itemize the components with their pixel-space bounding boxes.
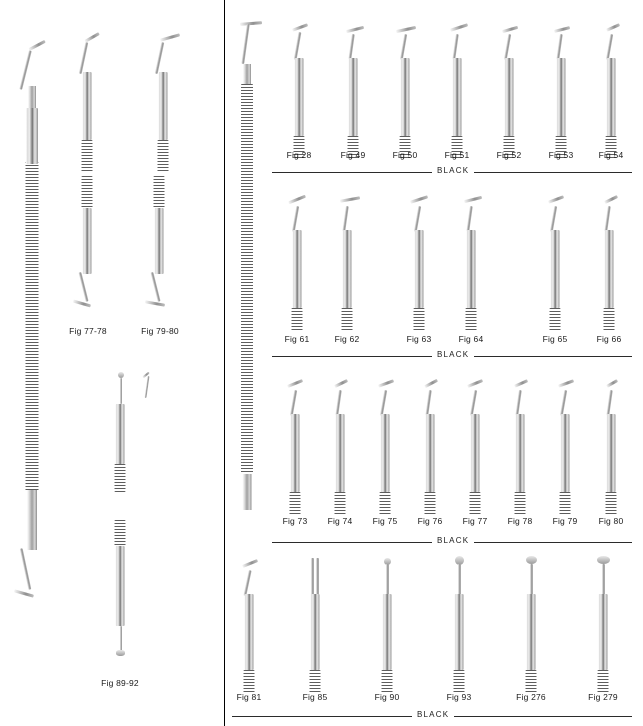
instrument-knurled-handle [382, 670, 393, 694]
instrument-knurled-handle [598, 670, 609, 694]
instrument-shank [79, 42, 88, 74]
instrument-fig-93 [444, 552, 474, 702]
instrument-handle [159, 72, 168, 140]
instrument-tip [73, 300, 91, 307]
instrument-tip [606, 23, 620, 31]
caption-fig-61: Fig 61 [284, 334, 310, 344]
caption-fig-64: Fig 64 [458, 334, 484, 344]
instrument-shank [466, 206, 472, 232]
instrument-fig-74 [325, 370, 355, 520]
caption-fig-73: Fig 73 [282, 516, 308, 526]
instrument-fig-78 [505, 370, 535, 520]
instrument-handle [455, 594, 464, 670]
instrument-tip [28, 40, 45, 51]
instrument-knurled-handle [335, 492, 346, 516]
row-1-brand: BLACK [432, 166, 474, 175]
instrument-fig-49 [338, 16, 368, 161]
instrument-tip [464, 196, 482, 203]
instrument-shank [120, 378, 122, 404]
instrument-handle [551, 230, 560, 308]
caption-fig-74: Fig 74 [327, 516, 353, 526]
instrument-handle [527, 594, 536, 670]
instrument-tip [287, 379, 303, 387]
caption-fig-66: Fig 66 [596, 334, 622, 344]
instrument-fig-85 [300, 552, 330, 702]
instrument-handle [516, 414, 525, 492]
instrument-fig-279 [588, 552, 618, 702]
instrument-taper [243, 64, 251, 84]
instrument-handle [607, 414, 616, 492]
instrument-shank [386, 564, 389, 596]
instrument-probe-right [136, 372, 166, 422]
instrument-tip [288, 195, 306, 204]
instrument-shank [530, 564, 533, 596]
instrument-shank [470, 390, 477, 416]
instrument-shank [458, 564, 461, 596]
instrument-tip [145, 300, 165, 306]
instrument-shank [414, 206, 421, 232]
instrument-knurled-handle [115, 520, 126, 546]
instrument-knurled-handle [425, 492, 436, 516]
instrument-long-double-end-2 [232, 8, 262, 528]
instrument-handle [415, 230, 424, 308]
instrument-shank [155, 42, 164, 74]
instrument-left-top-1 [72, 24, 102, 174]
instrument-left-top-2 [148, 24, 178, 174]
instrument-taper-lower [243, 474, 252, 510]
instrument-handle [471, 414, 480, 492]
instrument-knurled-handle [380, 492, 391, 516]
caption-fig-75: Fig 75 [372, 516, 398, 526]
instrument-shank [120, 626, 122, 652]
instrument-shank [606, 390, 612, 416]
caption-fig-276: Fig 276 [516, 692, 546, 702]
instrument-fig-76 [415, 370, 445, 520]
caption-fig-49: Fig 49 [340, 150, 366, 160]
instrument-knurled-handle [606, 492, 617, 516]
instrument-tip [292, 23, 308, 31]
caption-fig-50: Fig 50 [392, 150, 418, 160]
instrument-handle [245, 594, 254, 670]
instrument-tip [378, 379, 394, 387]
caption-fig-279: Fig 279 [588, 692, 618, 702]
row-3-brand: BLACK [432, 536, 474, 545]
instrument-shank [292, 206, 299, 232]
instrument-shank [400, 34, 407, 60]
instrument-tip [334, 379, 348, 387]
instrument-knurled-handle [342, 308, 353, 332]
instrument-knurled-handle [470, 492, 481, 516]
instrument-handle [401, 58, 410, 136]
instrument-spoon-tip [526, 556, 537, 564]
caption-fig-53: Fig 53 [548, 150, 574, 160]
instrument-tip-lower [14, 589, 34, 597]
instrument-tip [396, 26, 416, 33]
instrument-fig-53 [546, 16, 576, 161]
instrument-fig-89-92 [105, 520, 135, 670]
instrument-shank [311, 558, 314, 596]
instrument-shank [294, 32, 301, 60]
instrument-shank [604, 206, 610, 232]
instrument-tip [242, 559, 258, 567]
instrument-fig-73 [280, 370, 310, 520]
instrument-fig-50 [390, 16, 420, 161]
instrument-shank-lower [20, 548, 32, 590]
caption-fig-93: Fig 93 [446, 692, 472, 702]
instrument-shank [380, 390, 387, 416]
instrument-knurled-handle [526, 670, 537, 694]
instrument-tip [340, 196, 360, 202]
instrument-handle [383, 594, 392, 670]
instrument-knurled-handle [82, 140, 93, 172]
instrument-knurled-handle [82, 176, 93, 208]
instrument-handle [26, 108, 38, 164]
instrument-knurled-handle [414, 308, 425, 332]
caption-fig-28: Fig 28 [286, 150, 312, 160]
instrument-tip [84, 32, 99, 42]
instrument-shank-2 [316, 558, 319, 596]
instrument-fig-276 [516, 552, 546, 702]
instrument-fig-61 [282, 184, 312, 334]
instrument-knurled-handle [244, 670, 255, 694]
instrument-tip [514, 379, 528, 387]
instrument-fig-52 [494, 16, 524, 161]
instrument-handle [295, 58, 304, 136]
instrument-handle [343, 230, 352, 308]
caption-fig-79-80: Fig 79-80 [141, 326, 179, 336]
instrument-shank [550, 206, 557, 232]
instrument-knurled-handle [290, 492, 301, 516]
instrument-knurled-handle [550, 308, 561, 332]
instrument-fig-79 [550, 370, 580, 520]
instrument-knurled-handle [241, 84, 253, 474]
instrument-tip [240, 21, 262, 25]
instrument-spoon-tip [597, 556, 610, 564]
caption-fig-81: Fig 81 [236, 692, 262, 702]
instrument-handle [426, 414, 435, 492]
caption-fig-54: Fig 54 [598, 150, 624, 160]
instrument-handle [291, 414, 300, 492]
instrument-handle [336, 414, 345, 492]
instrument-tip [410, 195, 428, 203]
instrument-tip [502, 26, 518, 33]
caption-fig-62: Fig 62 [334, 334, 360, 344]
instrument-tip [424, 379, 438, 388]
instrument-shank [78, 272, 88, 302]
instrument-tip [554, 26, 570, 32]
caption-fig-51: Fig 51 [444, 150, 470, 160]
row-2-brand: BLACK [432, 350, 474, 359]
instrument-fig-80 [596, 370, 626, 520]
instrument-shank [425, 390, 431, 416]
instrument-handle [83, 208, 92, 274]
instrument-fig-81 [234, 552, 264, 702]
instrument-blade [116, 650, 125, 656]
instrument-fig-62 [332, 184, 362, 334]
instrument-fig-75 [370, 370, 400, 520]
instrument-shank [560, 390, 567, 416]
instrument-knurled-handle [515, 492, 526, 516]
instrument-shank [515, 390, 521, 416]
instrument-handle [116, 404, 125, 464]
instrument-knurled-handle [466, 308, 477, 332]
instrument-fig-77 [460, 370, 490, 520]
caption-fig-90: Fig 90 [374, 692, 400, 702]
instrument-knurled-handle [454, 670, 465, 694]
instrument-handle [607, 58, 616, 136]
instrument-fig-65 [540, 184, 570, 334]
instrument-fig-28 [284, 16, 314, 161]
instrument-shank [348, 34, 354, 60]
instrument-knurled-handle [560, 492, 571, 516]
instrument-shank [335, 390, 341, 416]
instrument-shank [342, 206, 348, 232]
caption-fig-52: Fig 52 [496, 150, 522, 160]
instrument-handle [116, 546, 125, 626]
caption-fig-80: Fig 80 [598, 516, 624, 526]
instrument-handle [381, 414, 390, 492]
caption-fig-76: Fig 76 [417, 516, 443, 526]
instrument-tip [160, 33, 180, 41]
instrument-knurled-handle [158, 140, 169, 172]
caption-fig-89-92: Fig 89-92 [101, 678, 139, 688]
instrument-handle [293, 230, 302, 308]
instrument-handle [311, 594, 320, 670]
instrument-fig-77-78 [72, 176, 102, 316]
column-divider [224, 0, 225, 726]
caption-fig-85: Fig 85 [302, 692, 328, 702]
instrument-shank [602, 564, 605, 596]
instrument-fig-66 [594, 184, 624, 334]
caption-fig-78: Fig 78 [507, 516, 533, 526]
instrument-tip [450, 23, 468, 31]
instrument-handle [599, 594, 608, 670]
instrument-knurled-handle [154, 176, 165, 208]
instrument-tip [346, 26, 364, 33]
instrument-fig-63 [404, 184, 434, 334]
instrument-taper [28, 86, 36, 108]
instrument-fig-79-80 [144, 176, 174, 316]
instrument-handle [605, 230, 614, 308]
row-4-brand: BLACK [412, 710, 454, 719]
instrument-handle [561, 414, 570, 492]
instrument-tip [548, 195, 564, 203]
instrument-knurled-handle [292, 308, 303, 332]
instrument-handle [557, 58, 566, 136]
instrument-handle [505, 58, 514, 136]
instrument-shank [243, 570, 251, 596]
instrument-fig-90 [372, 552, 402, 702]
instrument-shank [556, 34, 562, 60]
instrument-shank [606, 34, 613, 60]
instrument-shank [144, 376, 149, 398]
instrument-knurled-handle [26, 162, 39, 492]
caption-fig-65: Fig 65 [542, 334, 568, 344]
instrument-shank [452, 34, 458, 60]
instrument-shank [241, 24, 249, 64]
instrument-tip [604, 195, 618, 203]
caption-fig-63: Fig 63 [406, 334, 432, 344]
instrument-shank [19, 50, 32, 90]
instrument-fig-51 [442, 16, 472, 161]
instrument-tip [606, 379, 618, 387]
instrument-long-double-end [10, 20, 54, 620]
instrument-shank [504, 34, 511, 60]
instrument-handle [349, 58, 358, 136]
caption-fig-79: Fig 79 [552, 516, 578, 526]
instrument-shank [150, 272, 160, 302]
caption-fig-77: Fig 77 [462, 516, 488, 526]
instrument-fig-64 [456, 184, 486, 334]
instrument-handle [155, 208, 164, 274]
instrument-knurled-handle [115, 464, 126, 492]
instrument-tip [558, 379, 574, 387]
instrument-handle [467, 230, 476, 308]
instrument-knurled-handle [310, 670, 321, 694]
instrument-taper-lower [27, 490, 37, 550]
instrument-shank [290, 390, 297, 416]
instrument-handle [453, 58, 462, 136]
instrument-tip [467, 379, 483, 387]
instrument-probe-left [105, 372, 135, 512]
instrument-knurled-handle [604, 308, 615, 332]
caption-fig-77-78: Fig 77-78 [69, 326, 107, 336]
instrument-handle [83, 72, 92, 140]
instrument-fig-54 [596, 16, 626, 161]
